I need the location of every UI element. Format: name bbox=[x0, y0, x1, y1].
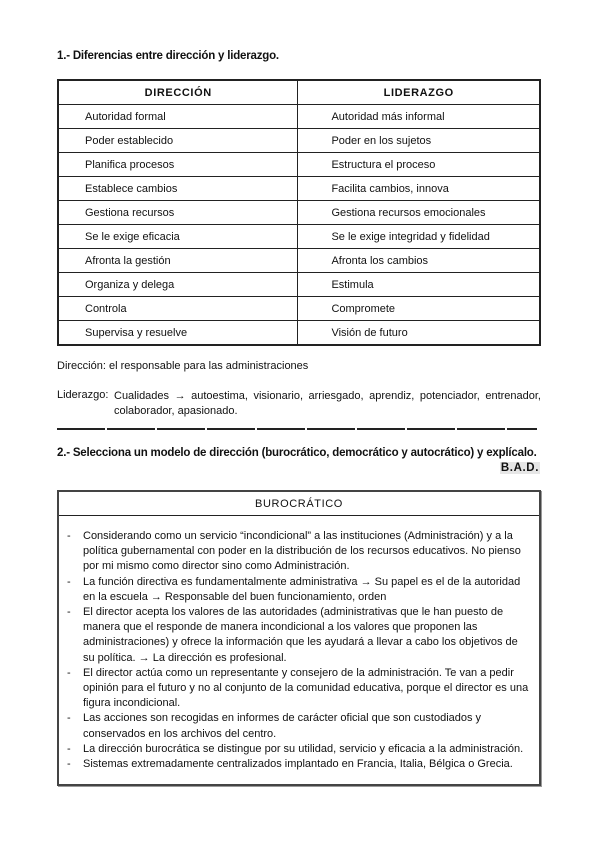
question-1-title: 1.- Diferencias entre dirección y liderazgo. bbox=[57, 50, 279, 62]
cell-direccion: Controla bbox=[58, 297, 298, 321]
list-item bbox=[67, 605, 531, 666]
list-item-text: El director actúa como un representante y consejero de la administración. Te van a pedir opinión para el futuro y no al conjunto de la comunidad educativa, porque el director es una figura incondicional. bbox=[83, 666, 529, 710]
table-row bbox=[58, 225, 540, 249]
note-direccion: Dirección: el responsable para las administraciones bbox=[57, 360, 309, 372]
cell-liderazgo: Estructura el proceso bbox=[298, 153, 540, 177]
table-row bbox=[58, 249, 540, 273]
list-item-text: Sistemas extremadamente centralizados implantado en Francia, Italia, Bélgica o Grecia. bbox=[83, 758, 513, 771]
cell-direccion: Gestiona recursos bbox=[58, 201, 298, 225]
cell-liderazgo: Estimula bbox=[298, 273, 540, 297]
cell-direccion: Autoridad formal bbox=[58, 105, 298, 129]
cell-direccion: Se le exige eficacia bbox=[58, 225, 298, 249]
cell-direccion: Poder establecido bbox=[58, 129, 298, 153]
cell-liderazgo: Autoridad más informal bbox=[298, 105, 540, 129]
list-item-text: La función directiva es fundamentalmente administrativa → Su papel es el de la autoridad en la escuela → Responsable del buen funcionamiento, orden bbox=[83, 575, 521, 603]
list-item-text: La dirección burocrática se distingue por su utilidad, servicio y eficacia a la administración. bbox=[83, 742, 524, 755]
cell-direccion: Afronta la gestión bbox=[58, 249, 298, 273]
bullet-dash: - bbox=[67, 575, 71, 588]
cell-direccion: Establece cambios bbox=[58, 177, 298, 201]
note-liderazgo-label: Liderazgo: bbox=[57, 389, 109, 401]
box-heading: BUROCRÁTICO bbox=[59, 492, 539, 516]
burocratico-box bbox=[57, 490, 541, 786]
list-item bbox=[67, 575, 531, 605]
list-item bbox=[67, 711, 531, 741]
bullet-dash: - bbox=[67, 606, 71, 619]
table-row bbox=[58, 273, 540, 297]
cell-liderazgo: Visión de futuro bbox=[298, 321, 540, 346]
bullet-dash: - bbox=[67, 712, 71, 725]
cell-liderazgo: Afronta los cambios bbox=[298, 249, 540, 273]
bullet-dash: - bbox=[67, 666, 71, 679]
cell-liderazgo: Facilita cambios, innova bbox=[298, 177, 540, 201]
cell-liderazgo: Gestiona recursos emocionales bbox=[298, 201, 540, 225]
table-row bbox=[58, 177, 540, 201]
table-row bbox=[58, 201, 540, 225]
comparison-table bbox=[57, 79, 541, 346]
list-item bbox=[67, 757, 531, 772]
question-2-title: 2.- Selecciona un modelo de dirección (burocrático, democrático y autocrático) y explícalo. bbox=[57, 447, 537, 459]
cell-direccion: Organiza y delega bbox=[58, 273, 298, 297]
table-row bbox=[58, 153, 540, 177]
section-divider bbox=[57, 428, 537, 430]
cell-liderazgo: Se le exige integridad y fidelidad bbox=[298, 225, 540, 249]
table-header-row bbox=[58, 80, 540, 105]
list-item bbox=[67, 666, 531, 712]
box-list bbox=[59, 516, 539, 772]
list-item bbox=[67, 742, 531, 757]
table-row bbox=[58, 297, 540, 321]
list-item-text: Las acciones son recogidas en informes de carácter oficial que son custodiados y conservados en los archivos del centro. bbox=[83, 712, 482, 740]
cell-liderazgo: Poder en los sujetos bbox=[298, 129, 540, 153]
list-item bbox=[67, 529, 531, 575]
cell-direccion: Supervisa y resuelve bbox=[58, 321, 298, 346]
table-row bbox=[58, 105, 540, 129]
header-liderazgo: LIDERAZGO bbox=[298, 80, 540, 105]
list-item-text: El director acepta los valores de las autoridades (administrativas que le han puesto de manera que el responde de manera incondicional a los valores que proponen las administraciones) y ofrece la información que les ayudará a llevar a cabo los objetivos de su política. → La dirección es profesional. bbox=[83, 606, 518, 664]
table-row bbox=[58, 321, 540, 346]
cell-liderazgo: Compromete bbox=[298, 297, 540, 321]
cell-direccion: Planifica procesos bbox=[58, 153, 298, 177]
bullet-dash: - bbox=[67, 742, 71, 755]
table-row bbox=[58, 129, 540, 153]
bullet-dash: - bbox=[67, 530, 71, 542]
list-item-text: Considerando como un servicio “incondicional” a las instituciones (Administración) y a la política gubernamental con poder en la distribución de los recursos educativos. No pienso por mi mismo como director sino como Administración. bbox=[83, 530, 521, 573]
answer-tag: B.A.D. bbox=[500, 462, 539, 474]
bullet-dash: - bbox=[67, 758, 71, 771]
note-liderazgo bbox=[57, 389, 541, 419]
note-liderazgo-text: Cualidades → autoestima, visionario, arriesgado, aprendiz, potenciador, entrenador, colaborador, apasionado. bbox=[114, 390, 541, 417]
header-direccion: DIRECCIÓN bbox=[58, 80, 298, 105]
